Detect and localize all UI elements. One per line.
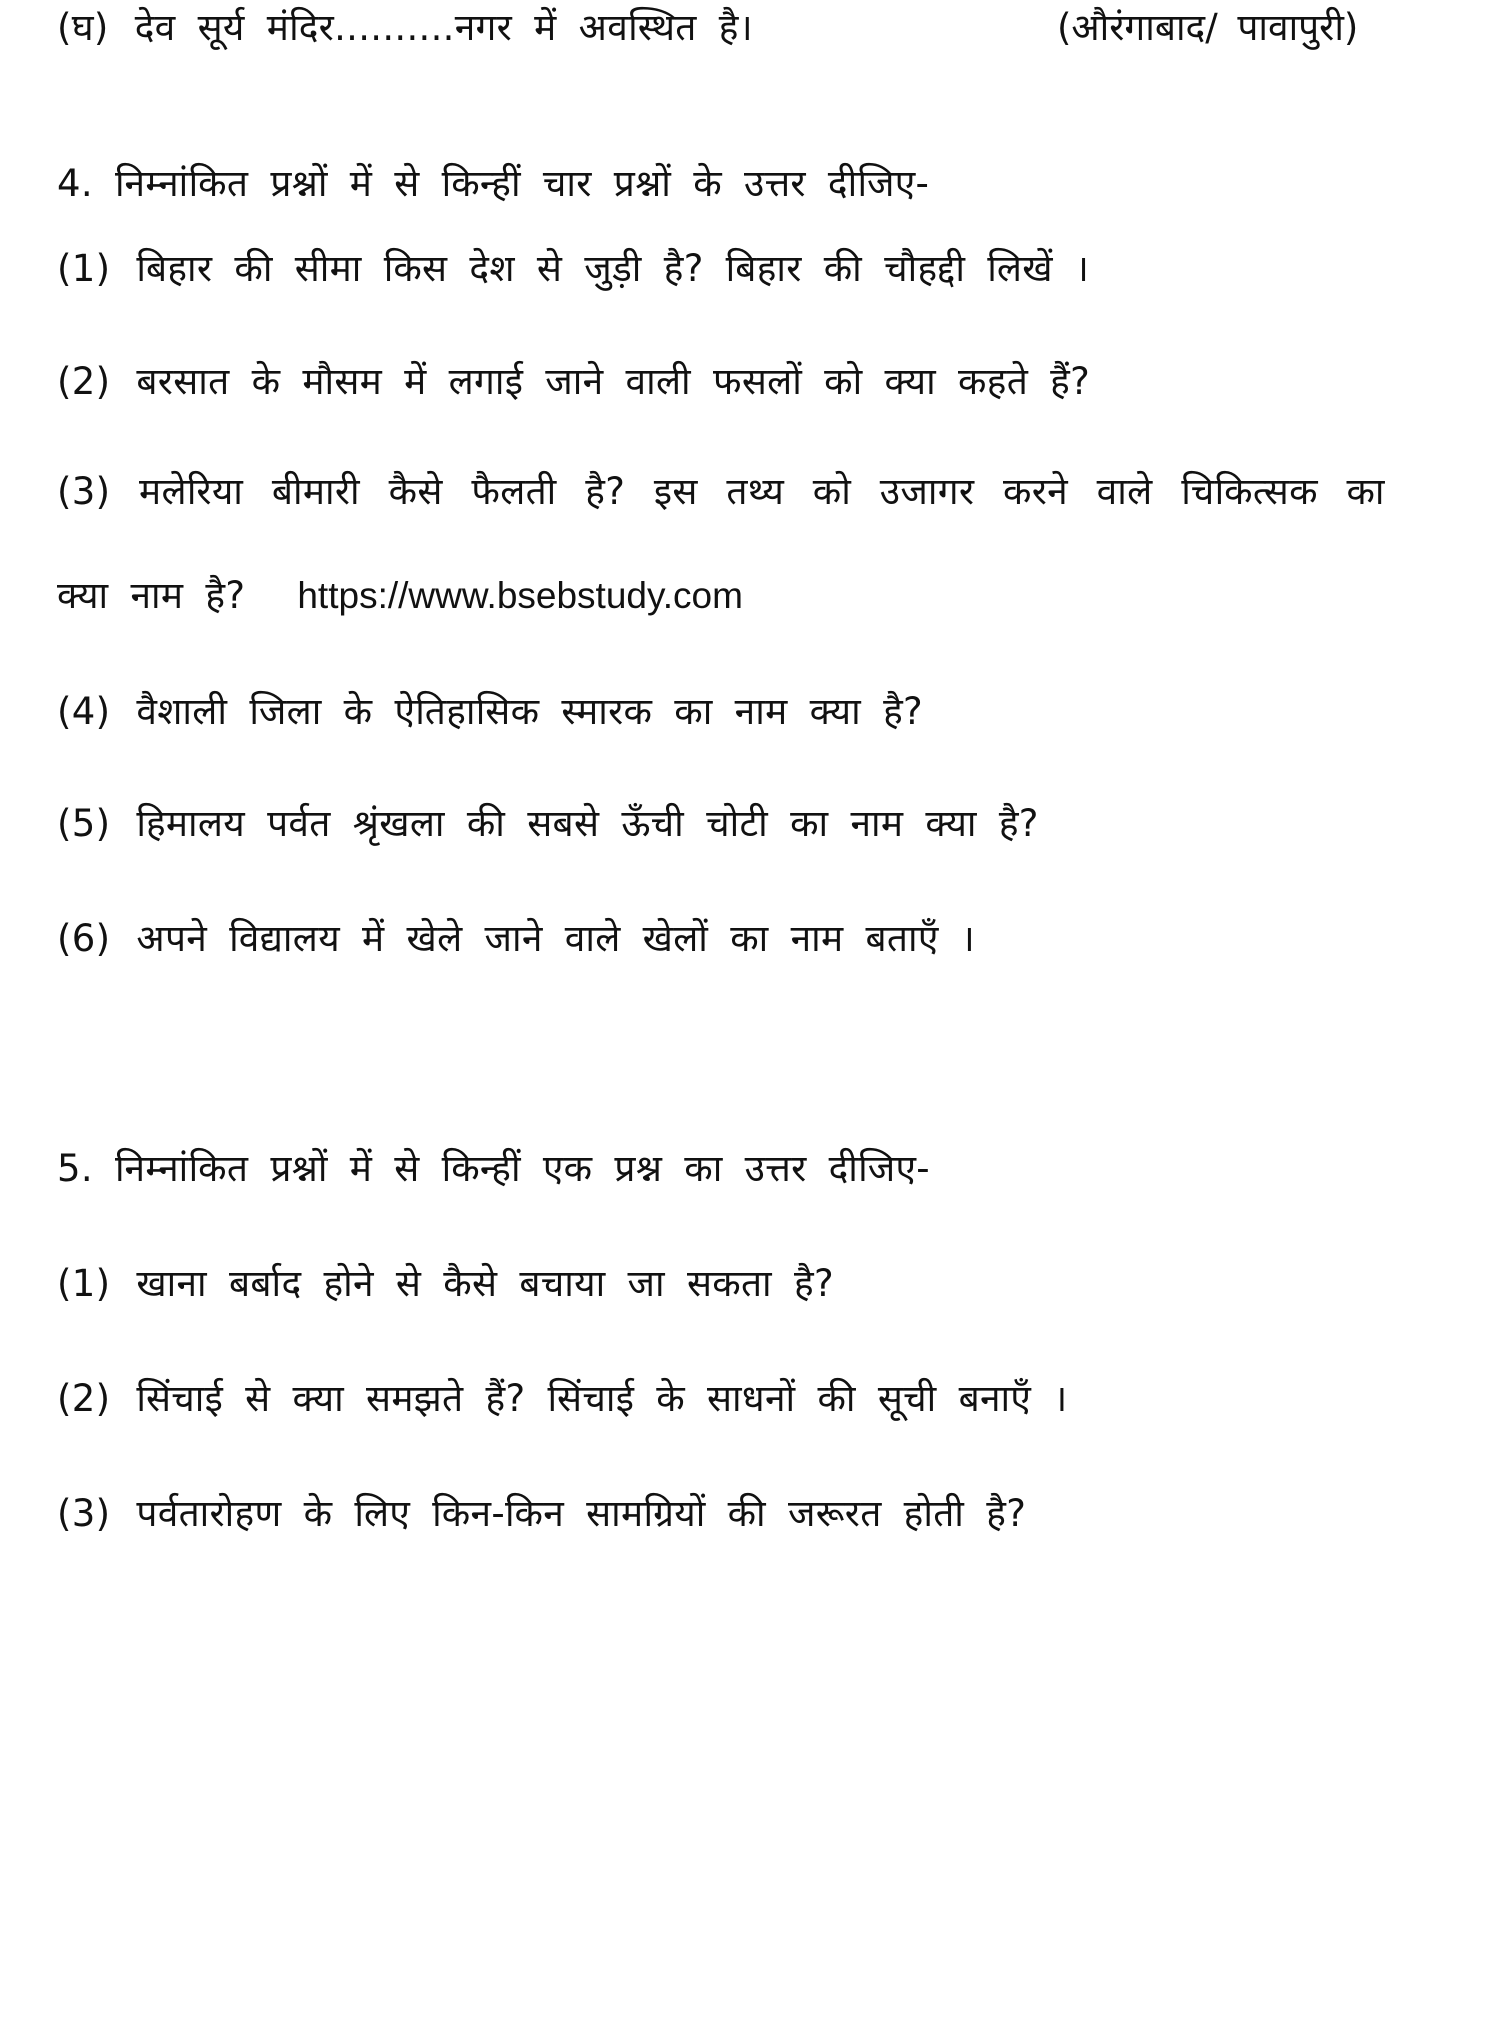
question-label: (3) xyxy=(57,470,111,513)
question-text: पर्वतारोहण के लिए किन-किन सामग्रियों की जरूरत होती है? xyxy=(136,1492,1027,1535)
question-label: (1) xyxy=(57,247,111,290)
question-text: क्या नाम है? xyxy=(57,574,246,617)
section-4-question-3-line-2 xyxy=(57,572,743,620)
watermark-url: https://www.bsebstudy.com xyxy=(297,575,743,616)
question-text: खाना बर्बाद होने से कैसे बचाया जा सकता है? xyxy=(136,1262,834,1305)
section-4-question-5 xyxy=(57,800,1039,848)
question-label: (3) xyxy=(57,1492,111,1535)
question-text: बरसात के मौसम में लगाई जाने वाली फसलों को क्या कहते हैं? xyxy=(136,360,1091,403)
section-5-heading: 5. निम्नांकित प्रश्नों में से किन्हीं एक प्रश्न का उत्तर दीजिए- xyxy=(57,1147,930,1190)
section-4-heading: 4. निम्नांकित प्रश्नों में से किन्हीं चार प्रश्नों के उत्तर दीजिए- xyxy=(57,162,930,205)
section-4-question-6 xyxy=(57,915,975,963)
section-5-question-1 xyxy=(57,1260,834,1308)
answer-options: (औरंगाबाद/ पावापुरी) xyxy=(1057,6,1359,49)
question-label: (घ) xyxy=(57,6,109,49)
section-4-question-1 xyxy=(57,245,1089,293)
word: कैसे xyxy=(388,470,443,513)
word: तथ्य xyxy=(726,470,785,513)
word: का xyxy=(1346,470,1385,513)
question-text: बिहार की सीमा किस देश से जुड़ी है? बिहार की चौहद्दी लिखें । xyxy=(136,247,1090,290)
word: बीमारी xyxy=(271,470,360,513)
word: चिकित्सक xyxy=(1181,470,1318,513)
carryover-question xyxy=(57,4,753,52)
word: है? xyxy=(585,470,626,513)
word: मलेरिया xyxy=(139,470,244,513)
section-4-question-2 xyxy=(57,358,1090,406)
section-5-question-3 xyxy=(57,1490,1026,1538)
word: इस xyxy=(653,470,698,513)
question-text: सिंचाई से क्या समझते हैं? सिंचाई के साधनों की सूची बनाएँ । xyxy=(136,1377,1068,1420)
question-label: (5) xyxy=(57,802,111,845)
question-label: (4) xyxy=(57,690,111,733)
question-text: हिमालय पर्वत श्रृंखला की सबसे ऊँची चोटी का नाम क्या है? xyxy=(136,802,1039,845)
section-4-question-4 xyxy=(57,688,923,736)
question-text: वैशाली जिला के ऐतिहासिक स्मारक का नाम क्या है? xyxy=(136,690,923,733)
question-text: अपने विद्यालय में खेले जाने वाले खेलों का नाम बताएँ । xyxy=(136,917,976,960)
word: को xyxy=(812,470,852,513)
question-text: देव सूर्य मंदिर..........नगर में अवस्थित है। xyxy=(134,6,754,49)
question-label: (2) xyxy=(57,360,111,403)
question-label: (6) xyxy=(57,917,111,960)
section-4-question-3-line-1 xyxy=(57,468,1385,516)
word: वाले xyxy=(1096,470,1153,513)
question-label: (1) xyxy=(57,1262,111,1305)
section-5-question-2 xyxy=(57,1375,1068,1423)
word: फैलती xyxy=(471,470,557,513)
word: करने xyxy=(1002,470,1068,513)
question-label: (2) xyxy=(57,1377,111,1420)
word: उजागर xyxy=(879,470,975,513)
